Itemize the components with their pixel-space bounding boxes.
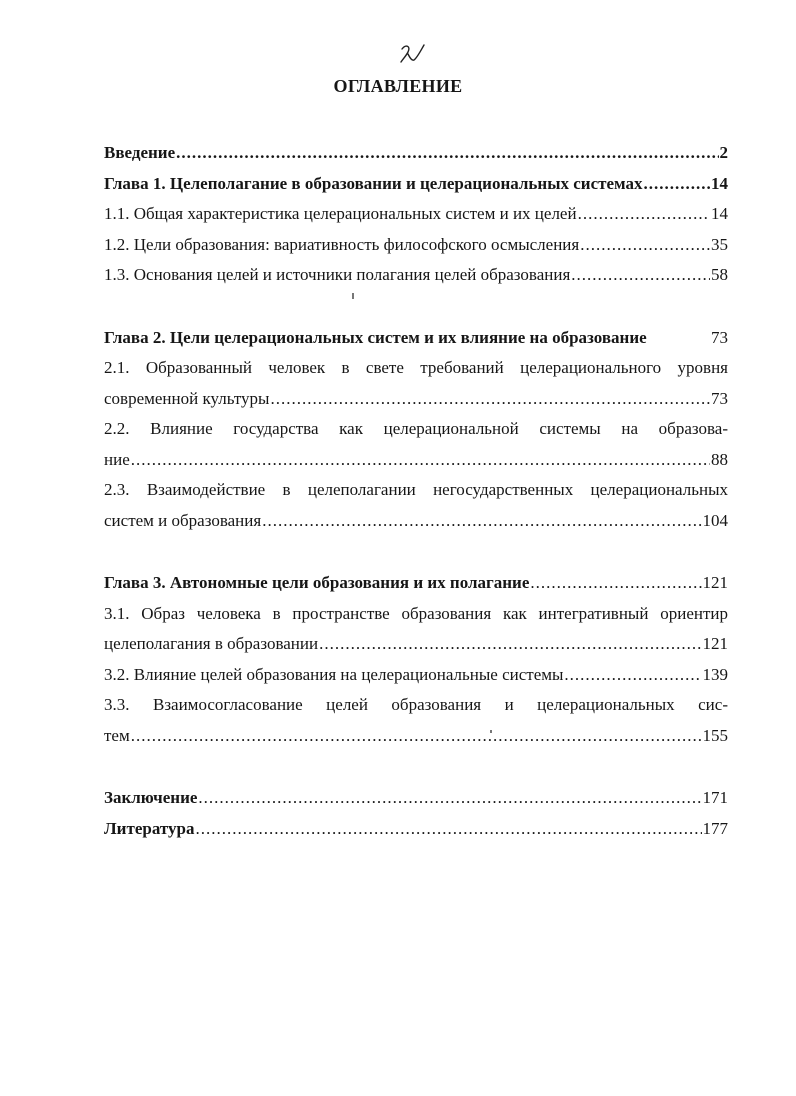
toc-section-2-1 bbox=[104, 384, 728, 415]
dot-leader bbox=[198, 783, 701, 814]
table-of-contents bbox=[104, 138, 728, 844]
toc-chapter-1-page: 14 bbox=[711, 173, 728, 193]
dot-leader bbox=[262, 506, 701, 537]
toc-section-label: 1.3. Основания целей и источники полагания целей образования bbox=[104, 265, 571, 284]
dot-leader bbox=[176, 138, 718, 169]
toc-chapter-3-label: Глава 3. Автономные цели образования и их полагание bbox=[104, 573, 530, 592]
scan-speck bbox=[490, 730, 492, 733]
dot-leader bbox=[195, 814, 701, 845]
toc-section-label: систем и образования bbox=[104, 510, 262, 530]
toc-section-page: 14 bbox=[711, 204, 728, 223]
toc-section-3-1 bbox=[104, 629, 728, 660]
toc-section-1-1 bbox=[104, 199, 728, 230]
toc-literature-page: 177 bbox=[702, 818, 728, 838]
dot-leader bbox=[131, 721, 702, 752]
toc-literature-label: Литература bbox=[104, 818, 195, 838]
spacer bbox=[104, 751, 728, 783]
toc-section-page: 155 bbox=[702, 725, 728, 745]
dot-leader bbox=[319, 629, 701, 660]
toc-section-3-3 bbox=[104, 721, 728, 752]
handwritten-page-mark bbox=[396, 40, 430, 68]
dot-leader bbox=[571, 260, 710, 291]
dot-leader bbox=[131, 445, 710, 476]
toc-section-page: 73 bbox=[711, 388, 728, 408]
spacer bbox=[104, 536, 728, 568]
toc-section-label: тем bbox=[104, 725, 130, 745]
toc-section-label: 1.1. Общая характеристика целерациональных систем и их целей bbox=[104, 204, 577, 223]
toc-section-label: 1.2. Цели образования: вариативность философского осмысления bbox=[104, 234, 580, 254]
scan-speck bbox=[352, 293, 354, 299]
toc-section-page: 104 bbox=[702, 510, 728, 530]
dot-leader bbox=[644, 169, 711, 200]
toc-section-3-3-line1: 3.3. Взаимосогласование целей образования и целерациональных сис- bbox=[104, 695, 728, 714]
toc-intro-label: Введение bbox=[104, 143, 176, 162]
toc-section-2-2-line1: 2.2. Влияние государства как целерациональной системы на образова- bbox=[104, 419, 728, 438]
toc-chapter-2-label: Глава 2. Цели целерациональных систем и их влияние на образование bbox=[104, 327, 647, 347]
dot-leader bbox=[578, 199, 710, 230]
toc-chapter-3-page: 121 bbox=[702, 573, 728, 592]
toc-section-page: 139 bbox=[702, 664, 728, 684]
toc-conclusion-page: 171 bbox=[702, 788, 728, 807]
toc-intro-page: 2 bbox=[719, 143, 728, 162]
toc-section-3-2 bbox=[104, 660, 728, 691]
toc-section-3-1-line1: 3.1. Образ человека в пространстве образования как интегративный ориентир bbox=[104, 603, 728, 623]
toc-section-page: 88 bbox=[711, 449, 728, 469]
toc-section-2-2 bbox=[104, 445, 728, 476]
toc-section-2-3 bbox=[104, 506, 728, 537]
page-title: ОГЛАВЛЕНИЕ bbox=[333, 76, 463, 96]
spacer bbox=[104, 291, 728, 323]
toc-section-label: ние bbox=[104, 449, 130, 469]
toc-section-1-2 bbox=[104, 230, 728, 261]
toc-section-2-1-line1: 2.1. Образованный человек в свете требований целерационального уровня bbox=[104, 358, 728, 377]
toc-literature bbox=[104, 814, 728, 845]
toc-chapter-2-page: 73 bbox=[711, 327, 728, 347]
toc-section-page: 121 bbox=[702, 634, 728, 653]
dot-leader bbox=[564, 660, 701, 691]
dot-leader bbox=[270, 384, 710, 415]
toc-section-page: 58 bbox=[711, 265, 728, 284]
toc-section-page: 35 bbox=[711, 234, 728, 254]
dot-leader bbox=[530, 568, 701, 599]
toc-conclusion-label: Заключение bbox=[104, 788, 198, 807]
toc-section-label: целеполагания в образовании bbox=[104, 634, 319, 653]
toc-chapter-3 bbox=[104, 568, 728, 599]
toc-section-label: современной культуры bbox=[104, 388, 270, 408]
toc-section-2-3-line1: 2.3. Взаимодействие в целеполагании негосударственных целерациональных bbox=[104, 480, 728, 499]
toc-section-label: 3.2. Влияние целей образования на целерациональные системы bbox=[104, 664, 564, 684]
dot-leader bbox=[580, 230, 710, 261]
toc-chapter-1 bbox=[104, 169, 728, 200]
toc-chapter-1-label: Глава 1. Целеполагание в образовании и целерациональных системах bbox=[104, 173, 643, 193]
toc-intro bbox=[104, 138, 728, 169]
toc-chapter-2 bbox=[104, 323, 728, 354]
toc-conclusion bbox=[104, 783, 728, 814]
toc-section-1-3 bbox=[104, 260, 728, 291]
